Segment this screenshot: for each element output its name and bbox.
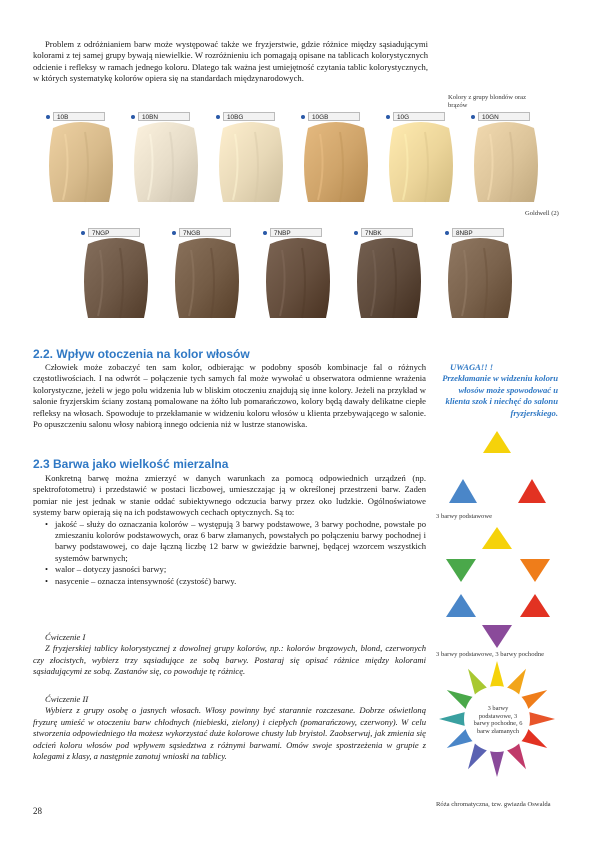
primary-colors-diagram	[449, 431, 546, 503]
hair-swatch	[215, 112, 287, 205]
hair-swatch-image	[262, 234, 334, 322]
rose-petal	[489, 661, 505, 690]
page-number: 28	[33, 806, 42, 816]
caption-chromatic-rose: Róża chromatyczna, tzw. gwiazda Oswalda	[436, 801, 551, 808]
caption-secondary-colors: 3 barwy podstawowe, 3 barwy pochodne	[436, 651, 545, 658]
swatch-row-blonds	[45, 112, 550, 212]
hair-swatch	[300, 112, 372, 205]
hair-swatch-image	[385, 118, 457, 206]
hair-swatch	[45, 112, 117, 205]
list-item: • nasycenie – oznacza intensywność (czystość) barwy.	[55, 576, 426, 587]
swatch-marker-dot	[81, 231, 85, 235]
swatch-marker-dot	[172, 231, 176, 235]
exercise-2-title: Ćwiczenie II	[45, 694, 89, 704]
swatch-row1-caption: Kolory z grupy blondów oraz brązów	[448, 94, 527, 109]
warning-text: Przekłamanie w widzeniu koloru włosów może spowodować u klienta szok i niechęć do salonu fryzjerskiego.	[442, 373, 558, 418]
intro-paragraph: Problem z odróżnianiem barw może występować także we fryzjerstwie, gdzie różnice między sąsiadującymi kolorami z tej samej grupy bywają niewielkie. W rozróżnieniu ich pomagają opisane na tablicach kolorystycznych odcienie i refleksy w ramach jednego koloru. Dlatego tak ważna jest umiejętność czytania tablic kolorystycznych, w których systematykę kolorów opiera się na standardach międzynarodowych.	[33, 39, 428, 84]
section-2-3-body	[33, 473, 426, 587]
hair-swatch-image	[444, 234, 516, 322]
swatch-marker-dot	[216, 115, 220, 119]
hair-swatch	[130, 112, 202, 205]
red-triangle	[520, 594, 550, 617]
swatch-marker-dot	[263, 231, 267, 235]
swatch-marker-dot	[445, 231, 449, 235]
list-item: • walor – dotyczy jasności barwy;	[55, 564, 426, 575]
hair-swatch	[470, 112, 542, 205]
hair-swatch	[262, 228, 334, 321]
hair-swatch-image	[353, 234, 425, 322]
list-item: • jakość – służy do oznaczania kolorów – występują 3 barwy podstawowe, 3 barwy pochodne, powstałe po zmieszaniu kolorów podstawowych, oraz 6 barw złamanych, powstałych po połączeniu barwy pochodnej i barwy podstawowej, co daje łączną liczbę 12 barw w gwieździe barwnej, będącej wzorcem wszystkich systemów barwnych;	[55, 519, 426, 565]
swatch-code: 7NGB	[179, 228, 231, 237]
swatch-code: 7NBK	[361, 228, 413, 237]
orange-triangle	[520, 559, 550, 582]
hair-swatch-image	[130, 118, 202, 206]
swatch-marker-dot	[301, 115, 305, 119]
rose-petal	[439, 711, 468, 727]
blue-triangle	[449, 479, 477, 503]
hair-swatch-image	[45, 118, 117, 206]
caption-primary-colors: 3 barwy podstawowe	[436, 513, 493, 520]
swatch-code: 10GN	[478, 112, 530, 121]
hair-swatch	[353, 228, 425, 321]
section-2-3-heading: 2.3 Barwa jako wielkość mierzalna	[33, 457, 229, 471]
swatch-code: 10BG	[223, 112, 275, 121]
yellow-triangle	[483, 431, 511, 453]
hair-swatch-image	[215, 118, 287, 206]
warning-box	[436, 362, 558, 419]
exercise-1	[33, 632, 426, 678]
rose-petal	[526, 711, 555, 727]
hair-swatch-image	[171, 234, 243, 322]
exercise-2-text: Wybierz z grupy osobę o jasnych włosach. Włosy powinny być starannie rozczesane. Dobrze oświetloną fryzurę umieść w otoczeniu barw chłodnych (niebieski, zielony) i ciepłych (pomarańczowy, czerwony). W celu stworzenia odpowiedniego tła możesz wykorzystać duże kolorowe chusty lub bryistol. Zaobserwuj, jak zmienia się odcień koloru włosów pod wpływem sąsiedztwa z różnymi barwami. Omów swoje spostrzeżenia w grupie z kolegami z klasy, a następnie zanotuj wnioski na tablicy.	[33, 705, 426, 762]
features-list	[33, 519, 426, 587]
exercise-1-title: Ćwiczenie I	[45, 632, 86, 642]
swatch-marker-dot	[386, 115, 390, 119]
hair-swatch	[80, 228, 152, 321]
hair-swatch-image	[470, 118, 542, 206]
swatch-marker-dot	[354, 231, 358, 235]
swatch-code: 10B	[53, 112, 105, 121]
rose-petal	[489, 748, 505, 777]
hair-swatch-image	[80, 234, 152, 322]
photo-credit: Goldwell (2)	[525, 210, 559, 217]
blue-triangle	[446, 594, 476, 617]
swatch-marker-dot	[471, 115, 475, 119]
six-color-star-diagram	[446, 527, 550, 648]
section-2-2-paragraph: Człowiek może zobaczyć ten sam kolor, odbierając w podobny sposób kombinacje fal o różnych częstotliwościach. I na odwrót – połączenie tych samych fal może wywołać u obserwatora odmienne wrażenia kolorystyczne, jeżeli w jego polu widzenia lub w bliskim otoczeniu znajdują się inne kolory. Jeżeli na przykład w salonie fryzjerskim ściany zostaną pomalowane na żółto lub pomarańczowo, kolory będą dawały delikatne ciepłe refleksy na włosach. Spowoduje to przekłamanie w widzeniu koloru włosów u klienta przebywającego w salonie. Po opuszczeniu salonu włosy nabiorą innego odcienia niż w lustrze stanowiska.	[33, 362, 426, 430]
swatch-row-browns	[80, 228, 540, 328]
swatch-code: 7NGP	[88, 228, 140, 237]
exercise-2	[33, 694, 426, 762]
color-diagrams	[436, 425, 561, 825]
section-2-3-paragraph: Konkretną barwę można zmierzyć w danych warunkach za pomocą odpowiednich urządzeń (np. spektrofotometru) i przedstawić w postaci liczbowej, umieszczając ją w określonej przestrzeni barw. Zaden pomiar nie jest jednak w stanie oddać subiektywnego odczucia barwy przez oko ludzkie. Ogólnoświatowe systemy barw opierają się na ich podstawowych cechach optycznych. Są to:	[33, 473, 426, 518]
swatch-code: 8NBP	[452, 228, 504, 237]
swatch-marker-dot	[131, 115, 135, 119]
swatch-code: 10GB	[308, 112, 360, 121]
green-triangle	[446, 559, 476, 582]
exercise-1-text: Z fryzjerskiej tablicy kolorystycznej z dowolnej grupy kolorów, np.: kolorów brązowych, blond, czerwonych czy złocistych, wybierz trzy sąsiadujące ze sobą barwy. Postaraj się opisać różnice między kolorami sąsiadującymi ze sobą. Zastanów się, co powoduje tę różnicę.	[33, 643, 426, 677]
warning-title: UWAGA!! !	[450, 362, 494, 372]
hair-swatch-image	[300, 118, 372, 206]
section-2-2-heading: 2.2. Wpływ otoczenia na kolor włosów	[33, 347, 250, 361]
swatch-code: 7NBP	[270, 228, 322, 237]
swatch-marker-dot	[46, 115, 50, 119]
swatch-code: 10BN	[138, 112, 190, 121]
swatch-code: 10G	[393, 112, 445, 121]
hair-swatch	[444, 228, 516, 321]
violet-triangle	[482, 625, 512, 648]
hair-swatch	[171, 228, 243, 321]
yellow-triangle	[482, 527, 512, 549]
rose-center-label: 3 barwy podstawowe, 3 barwy pochodne, 6 barw złamanych	[473, 705, 523, 735]
red-triangle	[518, 479, 546, 503]
hair-swatch	[385, 112, 457, 205]
